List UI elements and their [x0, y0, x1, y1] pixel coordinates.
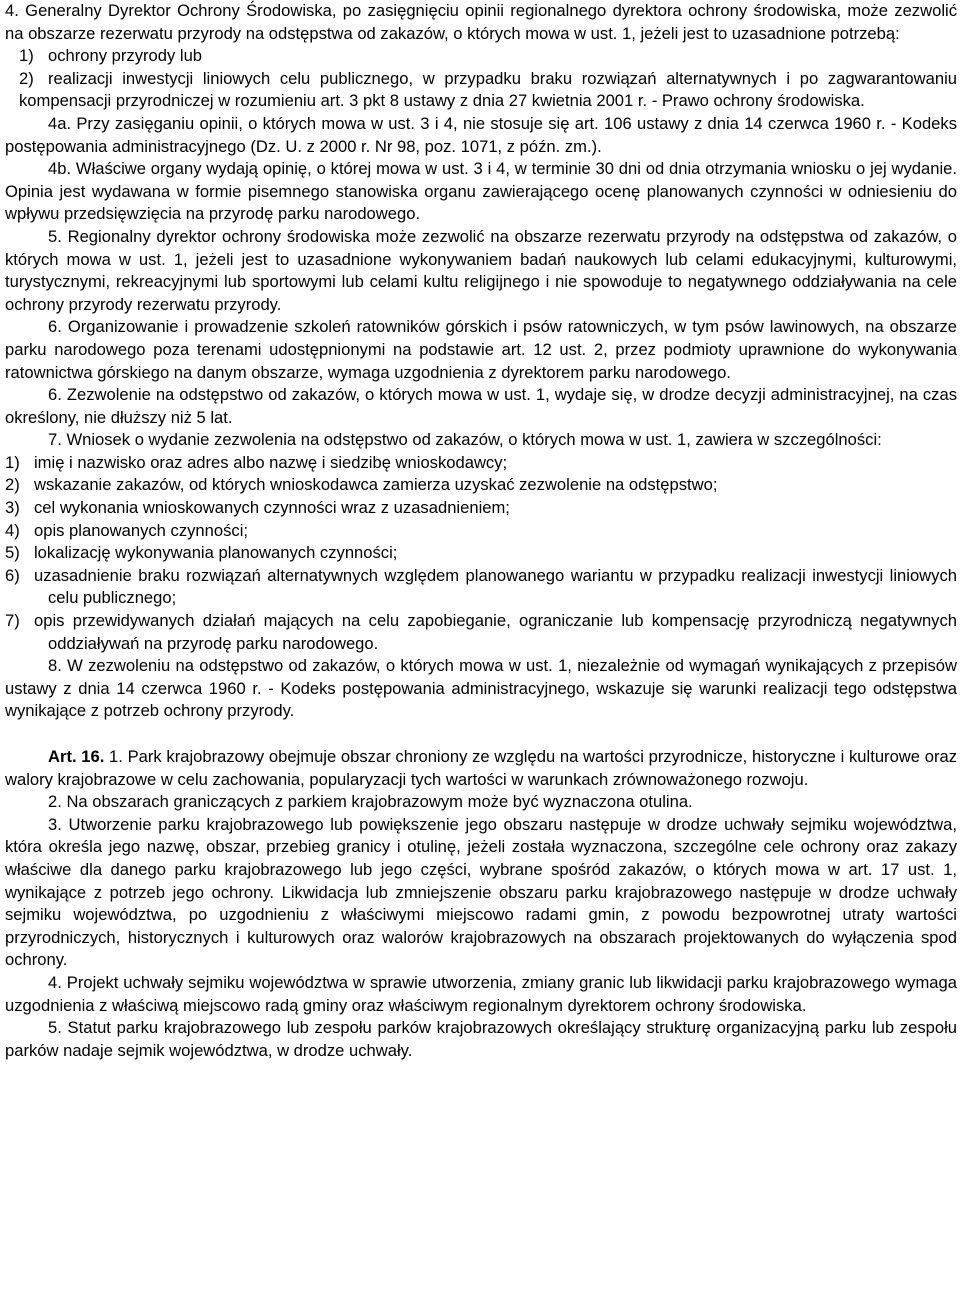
paragraph: 5. Regionalny dyrektor ochrony środowiska może zezwolić na obszarze rezerwatu przyrody na odstępstwa od zakazów, o których mowa w ust. 1, jeżeli jest to uzasadnione wykonywaniem badań naukowych lub celami edukacyjnymi, kulturowymi, turystycznymi, rekreacyjnymi lub sportowymi lub celami kultu religijnego i nie spowoduje to negatywnego oddziaływania na cele ochrony przyrody rezerwatu przyrody.: [5, 226, 957, 314]
list-item-number: 1): [5, 452, 20, 472]
list-item: [5, 68, 957, 113]
list-item-text: wskazanie zakazów, od których wnioskodawca zamierza uzyskać zezwolenie na odstępstwo;: [34, 475, 718, 495]
list-item: [5, 497, 957, 520]
article-heading: Art. 16.: [48, 747, 105, 766]
list-item-text: imię i nazwisko oraz adres albo nazwę i siedzibę wnioskodawcy;: [34, 452, 508, 472]
list-item: [5, 452, 957, 475]
paragraph: 3. Utworzenie parku krajobrazowego lub powiększenie jego obszaru następuje w drodze uchwały sejmiku województwa, która określa jego nazwę, obszar, przebieg granicy i otulinę, jeżeli została wyznaczona, szczególne cele ochrony oraz zakazy właściwe dla danego parku krajobrazowego lub jego części, wybrane spośród zakazów, o których mowa w art. 17 ust. 1, wynikające z potrzeb jego ochrony. Likwidacja lub zmniejszenie obszaru parku krajobrazowego następuje w drodze uchwały sejmiku województwa, po uzgodnieniu z właściwymi miejscowo radami gmin, z powodu bezpowrotnej utraty wartości przyrodniczych, historycznych i kulturowych oraz walorów krajobrazowych na obszarach projektowanych do wyłączenia spod ochrony.: [5, 814, 957, 970]
list-item-number: 3): [5, 498, 20, 518]
list-item-text: lokalizację wykonywania planowanych czynności;: [34, 543, 398, 563]
list-item-text: realizacji inwestycji liniowych celu publicznego, w przypadku braku rozwiązań alternatywnych i po zagwarantowaniu kompensacji przyrodniczej w rozumieniu art. 3 pkt 8 ustawy z dnia 27 kwietnia 2001 r. - Prawo ochrony środowiska.: [19, 68, 957, 111]
paragraph: 4. Projekt uchwały sejmiku województwa w sprawie utworzenia, zmiany granic lub likwidacji parku krajobrazowego wymaga uzgodnienia z właściwą miejscowo radą gminy oraz właściwym regionalnym dyrektorem ochrony środowiska.: [5, 972, 957, 1015]
list-item-text: uzasadnienie braku rozwiązań alternatywnych względem planowanego wariantu w przypadku realizacji inwestycji liniowych celu publicznego;: [34, 565, 957, 608]
paragraph: 5. Statut parku krajobrazowego lub zespołu parków krajobrazowych określający strukturę organizacyjną parku lub zespołu parków nadaje sejmik województwa, w drodze uchwały.: [5, 1018, 957, 1060]
list-item-text: ochrony przyrody lub: [48, 46, 203, 66]
list-item-number: 2): [5, 475, 20, 495]
document-page: [5, 0, 957, 1062]
list-item: [5, 45, 957, 68]
paragraph-gap: [5, 723, 957, 746]
list-item: [5, 542, 957, 565]
list-item-number: 7): [5, 611, 20, 631]
article-text: 1. Park krajobrazowy obejmuje obszar chroniony ze względu na wartości przyrodnicze, historyczne i kulturowe oraz walory krajobrazowe w celu zachowania, popularyzacji tych wartości w warunkach zrównoważonego rozwoju.: [5, 747, 957, 789]
paragraph: 4a. Przy zasięganiu opinii, o których mowa w ust. 3 i 4, nie stosuje się art. 106 ustawy z dnia 14 czerwca 1960 r. - Kodeks postępowania administracyjnego (Dz. U. z 2000 r. Nr 98, poz. 1071, z późn. zm.).: [5, 113, 957, 156]
list-item: [5, 520, 957, 543]
list-item: [5, 610, 957, 655]
paragraph: 4b. Właściwe organy wydają opinię, o której mowa w ust. 3 i 4, w terminie 30 dni od dnia otrzymania wniosku o jej wydanie. Opinia jest wydawana w formie pisemnego stanowiska organu zawierającego ocenę planowanych czynności w odniesieniu do wpływu przedsięwzięcia na przyrodę parku narodowego.: [5, 159, 957, 224]
list-item-number: 1): [19, 46, 34, 66]
paragraph: 4. Generalny Dyrektor Ochrony Środowiska, po zasięgnięciu opinii regionalnego dyrektora ochrony środowiska, może zezwolić na obszarze rezerwatu przyrody na odstępstwa od zakazów, o których mowa w ust. 1, jeżeli jest to uzasadnione potrzebą:: [5, 1, 957, 43]
list-item: [5, 565, 957, 610]
list-item-number: 4): [5, 520, 20, 540]
list-item-text: opis przewidywanych działań mających na celu zapobieganie, ograniczanie lub kompensację przyrodniczą negatywnych oddziaływań na przyrodę parku narodowego.: [34, 611, 957, 653]
paragraph: 8. W zezwoleniu na odstępstwo od zakazów, o których mowa w ust. 1, niezależnie od wymagań wynikających z przepisów ustawy z dnia 14 czerwca 1960 r. - Kodeks postępowania administracyjnego, wskazuje się warunki realizacji tego odstępstwa wynikające z potrzeb ochrony przyrody.: [5, 656, 957, 721]
paragraph: 7. Wniosek o wydanie zezwolenia na odstępstwo od zakazów, o których mowa w ust. 1, zawiera w szczególności:: [48, 430, 882, 450]
article-paragraph: [5, 746, 957, 791]
paragraph: 6. Organizowanie i prowadzenie szkoleń ratowników górskich i psów ratowniczych, w tym psów lawinowych, na obszarze parku narodowego poza terenami udostępnionymi na podstawie art. 12 ust. 2, przez podmioty uprawnione do wykonywania ratownictwa górskiego na danym obszarze, wymaga uzgodnienia z dyrektorem parku narodowego.: [5, 317, 957, 382]
paragraph: 6. Zezwolenie na odstępstwo od zakazów, o których mowa w ust. 1, wydaje się, w drodze decyzji administracyjnej, na czas określony, nie dłuższy niż 5 lat.: [5, 385, 957, 427]
paragraph: 2. Na obszarach graniczących z parkiem krajobrazowym może być wyznaczona otulina.: [48, 792, 693, 812]
list-item-number: 6): [5, 565, 20, 585]
list-item-number: 5): [5, 543, 20, 563]
list-item-text: cel wykonania wnioskowanych czynności wraz z uzasadnieniem;: [34, 498, 510, 518]
list-item: [5, 474, 957, 497]
list-item-text: opis planowanych czynności;: [34, 520, 248, 540]
list-item-number: 2): [19, 68, 34, 88]
